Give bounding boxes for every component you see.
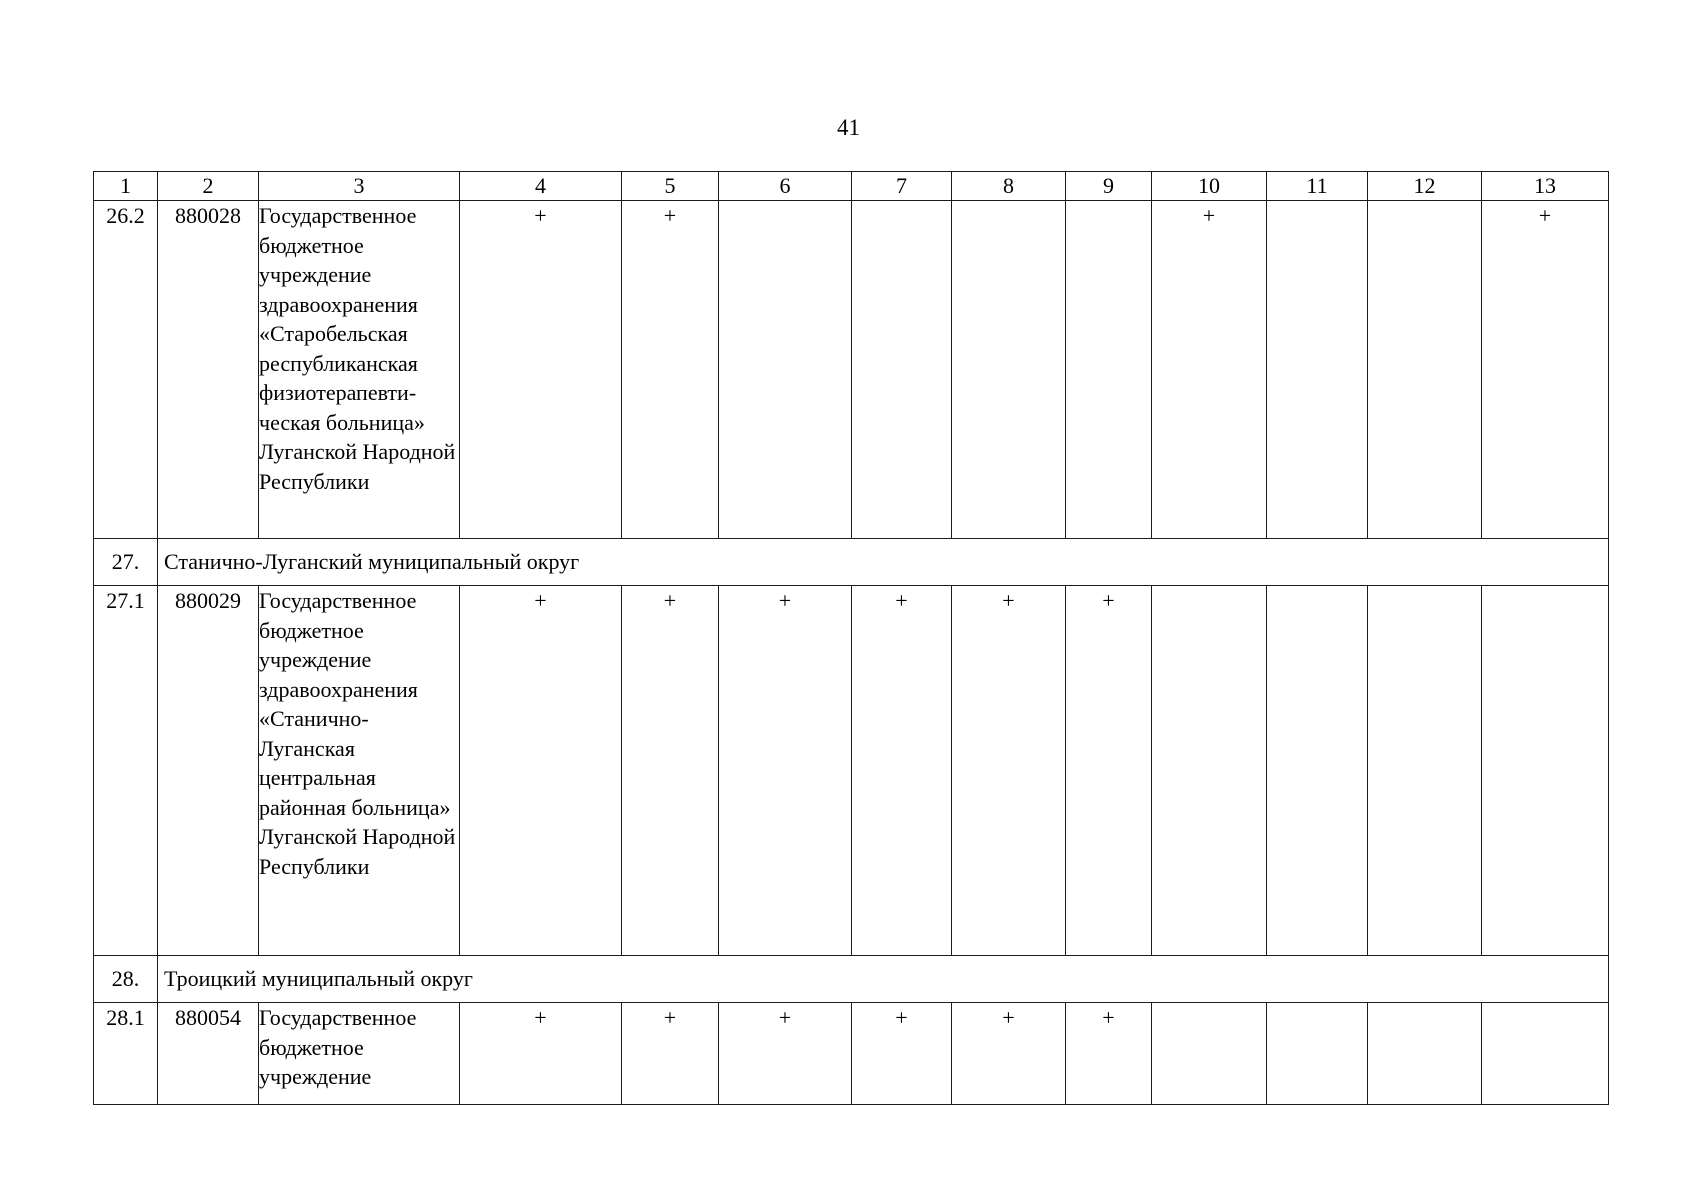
- mark-cell: +: [1152, 201, 1267, 539]
- institution-code: 880028: [158, 201, 259, 539]
- mark-cell: +: [719, 1003, 852, 1105]
- mark-cell: [1368, 586, 1482, 956]
- page-number: 41: [837, 115, 860, 140]
- column-number: 9: [1066, 172, 1152, 201]
- column-number: 7: [852, 172, 952, 201]
- mark-cell: +: [622, 1003, 719, 1105]
- mark-cell: [1152, 586, 1267, 956]
- mark-cell: [1368, 1003, 1482, 1105]
- mark-cell: +: [1066, 1003, 1152, 1105]
- institution-code: 880029: [158, 586, 259, 956]
- column-number: 11: [1267, 172, 1368, 201]
- row-number: 26.2: [94, 201, 158, 539]
- section-title: Троицкий муниципальный округ: [158, 956, 1609, 1003]
- column-number: 10: [1152, 172, 1267, 201]
- column-number: 3: [259, 172, 460, 201]
- column-number: 2: [158, 172, 259, 201]
- row-number: 28.1: [94, 1003, 158, 1105]
- section-row: [94, 956, 1609, 1003]
- mark-cell: +: [460, 586, 622, 956]
- mark-cell: +: [1482, 201, 1609, 539]
- institutions-table: [93, 171, 1609, 1105]
- mark-cell: +: [852, 1003, 952, 1105]
- mark-cell: +: [852, 586, 952, 956]
- mark-cell: +: [719, 586, 852, 956]
- mark-cell: [1267, 586, 1368, 956]
- table-row: [94, 586, 1609, 956]
- mark-cell: +: [622, 201, 719, 539]
- mark-cell: +: [952, 1003, 1066, 1105]
- section-number: 27.: [94, 539, 158, 586]
- mark-cell: +: [460, 201, 622, 539]
- column-number: 13: [1482, 172, 1609, 201]
- mark-cell: [1066, 201, 1152, 539]
- mark-cell: [1267, 201, 1368, 539]
- institution-name: Государственное бюджетное учреждение здравоохранения «Станично-Луганская центральная районная больница» Луганской Народной Республики: [259, 586, 460, 956]
- mark-cell: +: [952, 586, 1066, 956]
- mark-cell: [1368, 201, 1482, 539]
- column-number: 8: [952, 172, 1066, 201]
- column-number: 1: [94, 172, 158, 201]
- section-title: Станично-Луганский муниципальный округ: [158, 539, 1609, 586]
- column-number: 6: [719, 172, 852, 201]
- mark-cell: [1482, 1003, 1609, 1105]
- table-row: [94, 1003, 1609, 1105]
- column-number-row: [94, 172, 1609, 201]
- institution-name: Государственное бюджетное учреждение: [259, 1003, 460, 1105]
- mark-cell: [852, 201, 952, 539]
- column-number: 12: [1368, 172, 1482, 201]
- row-number: 27.1: [94, 586, 158, 956]
- institution-name: Государственное бюджетное учреждение здравоохранения «Старобельская республиканская физиотерапевти-ческая больница» Луганской Народной Республики: [259, 201, 460, 539]
- institution-code: 880054: [158, 1003, 259, 1105]
- mark-cell: [719, 201, 852, 539]
- mark-cell: [1482, 586, 1609, 956]
- mark-cell: [952, 201, 1066, 539]
- section-row: [94, 539, 1609, 586]
- mark-cell: +: [460, 1003, 622, 1105]
- column-number: 5: [622, 172, 719, 201]
- table-row: [94, 201, 1609, 539]
- mark-cell: +: [1066, 586, 1152, 956]
- mark-cell: +: [622, 586, 719, 956]
- column-number: 4: [460, 172, 622, 201]
- mark-cell: [1152, 1003, 1267, 1105]
- section-number: 28.: [94, 956, 158, 1003]
- mark-cell: [1267, 1003, 1368, 1105]
